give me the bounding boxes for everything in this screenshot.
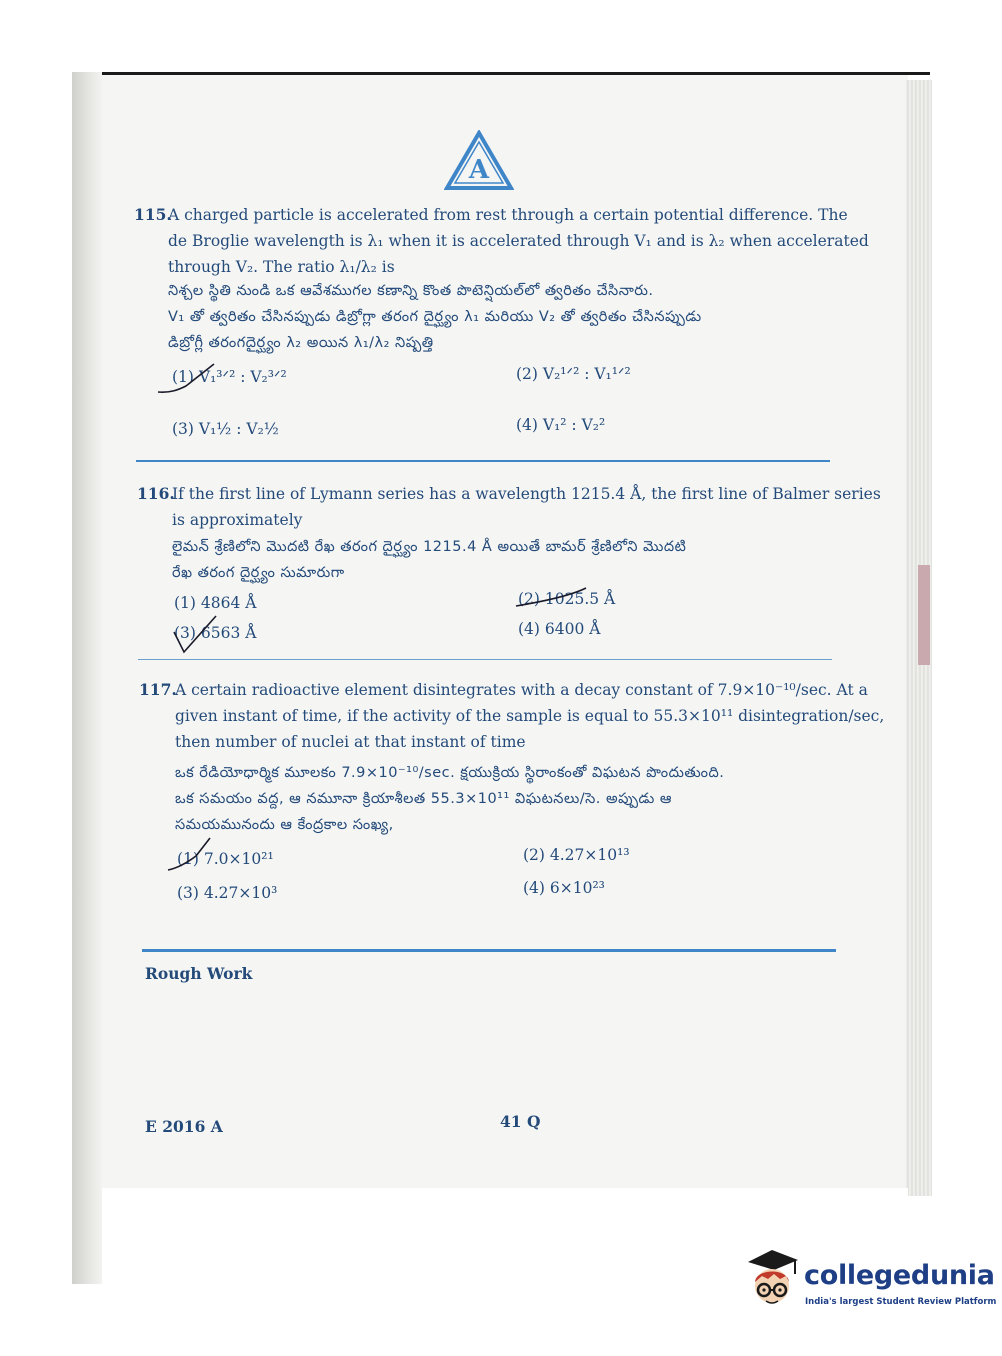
option-2[interactable]: (2) 1025.5 Å <box>518 590 616 608</box>
option-3[interactable]: (3) V₁½ : V₂½ <box>172 420 279 438</box>
collegedunia-wordmark: collegedunia <box>804 1260 995 1291</box>
collegedunia-tagline: India's largest Student Review Platform <box>805 1297 997 1307</box>
question-number: 115. <box>134 205 172 224</box>
option-3[interactable]: (3) 4.27×10³ <box>177 884 278 902</box>
question-line: V₁ తో త్వరితం చేసినప్పుడు డిబ్రోగ్లా తరంగ దైర్ఘ్యం λ₁ మరియు V₂ తో త్వరితం చేసినప్పుడు <box>168 309 702 325</box>
option-1[interactable]: (1) V₁³ᐟ² : V₂³ᐟ² <box>172 368 287 386</box>
question-line: If the first line of Lymann series has a wavelength 1215.4 Å, the first line of Balmer series <box>172 485 881 503</box>
rough-work-heading: Rough Work <box>145 964 253 983</box>
question-117-telugu <box>175 760 835 838</box>
option-2[interactable]: (2) V₂¹ᐟ² : V₁¹ᐟ² <box>516 365 631 383</box>
pen-strike-mark-icon <box>510 586 610 610</box>
question-line: de Broglie wavelength is λ₁ when it is accelerated through V₁ and is λ₂ when accelerated <box>168 232 869 250</box>
rough-work-divider <box>142 949 836 952</box>
question-number: 116. <box>137 484 175 503</box>
question-line: సమయమునందు ఆ కేంద్రకాల సంఖ్య, <box>175 817 394 833</box>
question-divider <box>136 460 830 462</box>
question-line: డిబ్రోగ్లీ తరంగదైర్ఘ్యం λ₂ అయిన λ₁/λ₂ నిష్పత్తి <box>168 335 434 351</box>
question-line: నిశ్చల స్థితి నుండి ఒక ఆవేశముగల కణాన్ని కొంత పొటెన్షియల్‌లో త్వరితం చేసినారు. <box>168 283 654 299</box>
question-116-telugu <box>172 534 832 586</box>
pen-tick-mark-icon <box>156 362 226 398</box>
option-4[interactable]: (4) V₁² : V₂² <box>516 416 606 434</box>
question-116-english <box>172 481 881 533</box>
option-2[interactable]: (2) 4.27×10¹³ <box>523 846 630 864</box>
question-line: ఒక రేడియోధార్మిక మూలకం 7.9×10⁻¹⁰/sec. క్షయుక్రియ స్థిరాంకంతో విఘటన పొందుతుంది. <box>175 765 725 781</box>
question-117-english <box>175 677 885 755</box>
set-a-badge-icon <box>444 130 514 192</box>
question-line: A certain radioactive element disintegrates with a decay constant of 7.9×10⁻¹⁰/sec. At a <box>175 681 868 699</box>
pen-tick-mark-icon <box>170 612 240 656</box>
question-line: given instant of time, if the activity of the sample is equal to 55.3×10¹¹ disintegration/sec, <box>175 707 885 725</box>
option-4[interactable]: (4) 6400 Å <box>518 620 601 638</box>
question-line: లైమన్ శ్రేణిలోని మొదటి రేఖ తరంగ దైర్ఘ్యం 1215.4 Å అయితే బామర్ శ్రేణిలోని మొదటి <box>172 539 687 555</box>
question-line: రేఖ తరంగ దైర్ఘ్యం సుమారుగా <box>172 565 345 581</box>
collegedunia-mascot-icon <box>742 1248 804 1314</box>
pen-tick-mark-icon <box>166 834 236 874</box>
question-115-english <box>168 202 869 280</box>
question-line: through V₂. The ratio λ₁/λ₂ is <box>168 258 395 276</box>
question-line: A charged particle is accelerated from rest through a certain potential difference. The <box>168 206 848 224</box>
option-1[interactable]: (1) 7.0×10²¹ <box>177 850 274 868</box>
paper-code: E 2016 A <box>145 1117 223 1136</box>
question-divider <box>138 659 832 660</box>
question-line: ఒక సమయం వద్ద, ఆ నమూనా క్రియాశీలత 55.3×10¹¹ విఘటనలు/సె. అప్పుడు ఆ <box>175 791 672 807</box>
svg-text:A: A <box>468 155 490 185</box>
question-line: then number of nuclei at that instant of time <box>175 733 526 751</box>
option-1[interactable]: (1) 4864 Å <box>174 594 257 612</box>
option-3[interactable]: (3) 6563 Å <box>174 624 257 642</box>
question-number: 117. <box>139 680 177 699</box>
question-115-telugu <box>168 278 828 356</box>
scan-border-left <box>72 72 102 1284</box>
option-4[interactable]: (4) 6×10²³ <box>523 879 605 897</box>
page-number: 41 Q <box>500 1112 541 1131</box>
page-edge-tab <box>918 565 930 665</box>
question-line: is approximately <box>172 511 303 529</box>
